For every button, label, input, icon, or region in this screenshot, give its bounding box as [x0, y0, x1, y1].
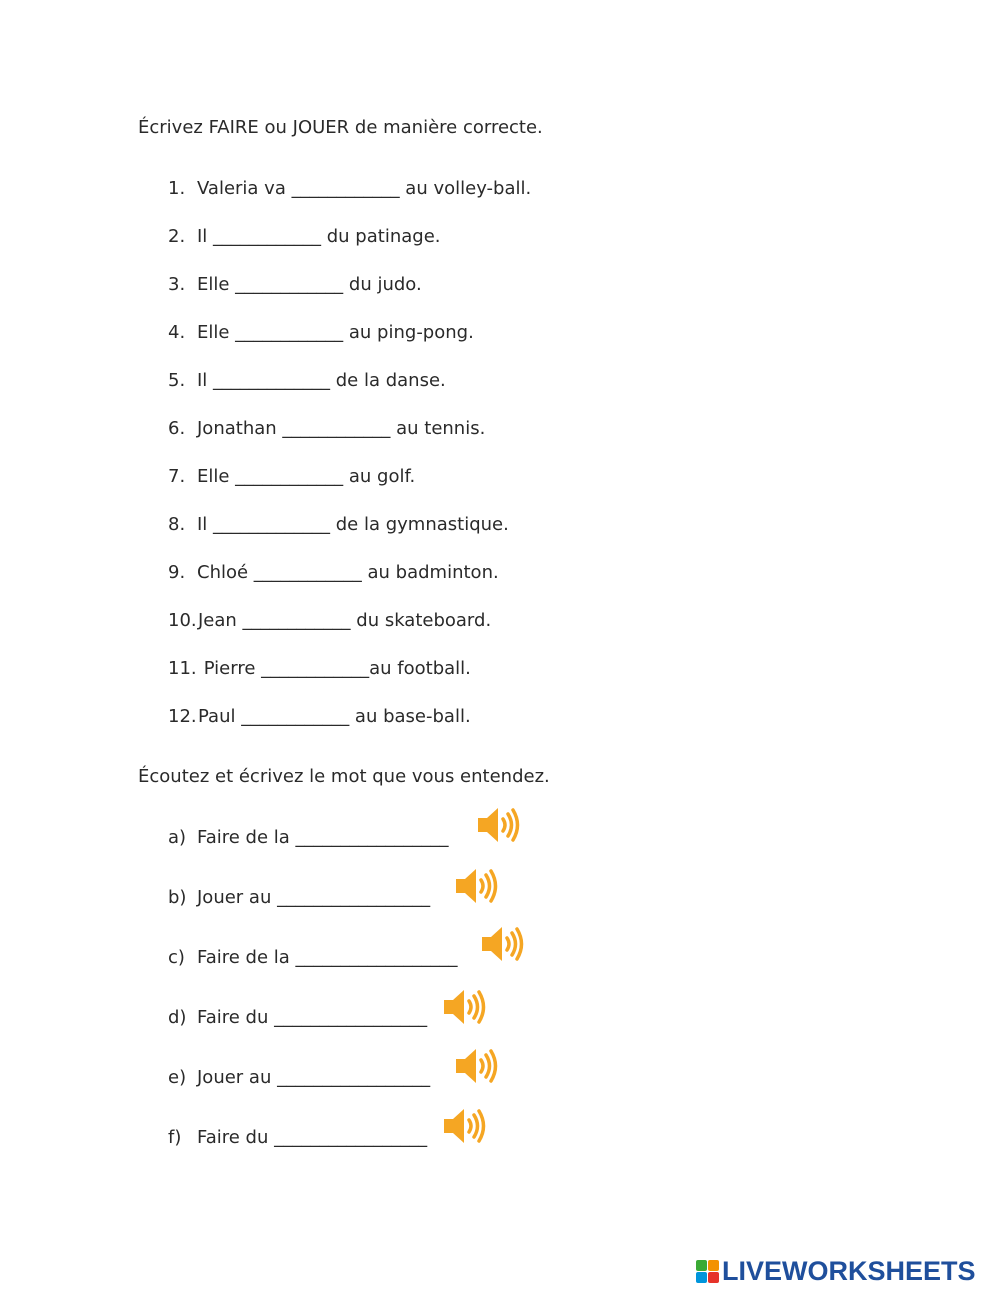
logo-badge-icon: [696, 1260, 719, 1283]
listening-item-c: [168, 947, 458, 969]
item-number: 1.: [168, 178, 186, 199]
item-text[interactable]: Il ____________ du patinage.: [197, 226, 441, 247]
item-text[interactable]: Paul ____________ au base-ball.: [198, 706, 471, 727]
item-text[interactable]: Faire du _________________: [197, 1007, 428, 1028]
item-letter: a): [168, 827, 187, 848]
item-text[interactable]: Jonathan ____________ au tennis.: [197, 418, 486, 439]
item-text[interactable]: Jouer au _________________: [197, 1067, 431, 1088]
exercise-item-12: [168, 706, 471, 728]
item-number: 2.: [168, 226, 186, 247]
section2-instruction: Écoutez et écrivez le mot que vous entendez.: [138, 766, 550, 787]
item-number: 11.: [168, 658, 197, 679]
item-letter: e): [168, 1067, 187, 1088]
exercise-item-5: [168, 370, 446, 392]
speaker-icon[interactable]: [442, 987, 488, 1027]
speaker-icon[interactable]: [476, 805, 522, 845]
exercise-item-4: [168, 322, 474, 344]
exercise-item-9: [168, 562, 499, 584]
exercise-item-7: [168, 466, 415, 488]
item-text[interactable]: Pierre ____________au football.: [198, 658, 471, 679]
item-text[interactable]: Il _____________ de la gymnastique.: [197, 514, 509, 535]
listening-item-e: [168, 1067, 430, 1089]
item-text[interactable]: Jouer au _________________: [197, 887, 431, 908]
exercise-item-3: [168, 274, 422, 296]
listening-item-a: [168, 827, 449, 849]
exercise-item-11: [168, 658, 471, 680]
item-text[interactable]: Il _____________ de la danse.: [197, 370, 446, 391]
exercise-item-2: [168, 226, 440, 248]
item-number: 12.: [168, 706, 197, 727]
item-text[interactable]: Elle ____________ au ping-pong.: [197, 322, 474, 343]
speaker-icon[interactable]: [454, 1046, 500, 1086]
item-letter: b): [168, 887, 187, 908]
exercise-item-6: [168, 418, 485, 440]
exercise-item-8: [168, 514, 509, 536]
item-text[interactable]: Elle ____________ au golf.: [197, 466, 416, 487]
item-text[interactable]: Faire de la _________________: [197, 827, 449, 848]
item-number: 5.: [168, 370, 186, 391]
section1-instruction: Écrivez FAIRE ou JOUER de manière correcte.: [138, 117, 543, 138]
exercise-item-10: [168, 610, 491, 632]
item-text[interactable]: Faire du _________________: [197, 1127, 428, 1148]
listening-item-d: [168, 1007, 427, 1029]
item-text[interactable]: Valeria va ____________ au volley-ball.: [197, 178, 532, 199]
item-letter: d): [168, 1007, 187, 1028]
exercise-item-1: [168, 178, 531, 200]
speaker-icon[interactable]: [454, 866, 500, 906]
item-number: 10.: [168, 610, 197, 631]
item-text[interactable]: Faire de la __________________: [197, 947, 458, 968]
liveworksheets-logo: [696, 1254, 976, 1288]
listening-item-b: [168, 887, 430, 909]
item-number: 7.: [168, 466, 186, 487]
item-number: 3.: [168, 274, 186, 295]
speaker-icon[interactable]: [442, 1106, 488, 1146]
item-text[interactable]: Jean ____________ du skateboard.: [198, 610, 492, 631]
item-number: 4.: [168, 322, 186, 343]
item-number: 9.: [168, 562, 186, 583]
item-number: 8.: [168, 514, 186, 535]
item-letter: f): [168, 1127, 182, 1148]
logo-text: LIVEWORKSHEETS: [722, 1255, 976, 1286]
item-text[interactable]: Chloé ____________ au badminton.: [197, 562, 499, 583]
item-number: 6.: [168, 418, 186, 439]
item-text[interactable]: Elle ____________ du judo.: [197, 274, 422, 295]
listening-item-f: [168, 1127, 427, 1149]
item-letter: c): [168, 947, 185, 968]
speaker-icon[interactable]: [480, 924, 526, 964]
